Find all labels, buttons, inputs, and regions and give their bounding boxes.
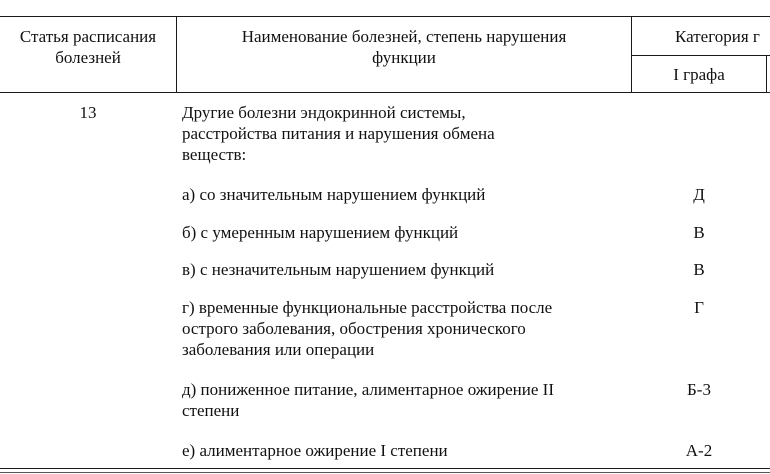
item-text-line: острого заболевания, обострения хронического (182, 319, 526, 338)
title-line: Другие болезни эндокринной системы, (182, 103, 466, 122)
header-graph1-column: I графа (673, 65, 725, 84)
item-text-line: а) со значительным нарушением функций (182, 185, 486, 204)
list-item (182, 379, 554, 421)
list-item (182, 297, 552, 360)
item-text-line: д) пониженное питание, алиментарное ожирение II (182, 380, 554, 399)
column-divider-3 (766, 55, 767, 93)
item-category: А-2 (685, 441, 713, 460)
header-bottom-border (0, 92, 770, 93)
title-line: веществ: (182, 145, 247, 164)
item-category: В (693, 260, 705, 279)
item-text-line: в) с незначительным нарушением функций (182, 260, 495, 279)
table-bottom-border (0, 468, 770, 469)
page-edge-line (0, 472, 770, 473)
list-item (182, 222, 458, 243)
title-line: расстройства питания и нарушения обмена (182, 124, 495, 143)
header-name-line: Наименование болезней, степень нарушения (241, 27, 567, 46)
item-text-line: г) временные функциональные расстройства после (182, 298, 553, 317)
item-category: Г (694, 298, 704, 317)
item-category: Б-3 (687, 380, 711, 399)
item-text-line: б) с умеренным нарушением функций (182, 223, 459, 242)
header-name-column (177, 26, 631, 68)
category-subheader-border (631, 55, 770, 56)
item-text-line: е) алиментарное ожирение I степени (182, 441, 448, 460)
header-name-line: функции (372, 48, 436, 67)
header-article-line: Статья расписания (19, 27, 157, 46)
article-number: 13 (79, 103, 97, 122)
item-text-line: заболевания или операции (182, 340, 375, 359)
list-item (182, 259, 494, 280)
header-article-line: болезней (55, 48, 121, 67)
list-item (182, 184, 485, 205)
item-text-line: степени (182, 401, 240, 420)
disease-group-title (182, 102, 495, 165)
list-item (182, 440, 448, 461)
table-top-border (0, 16, 770, 17)
item-category: Д (693, 185, 705, 204)
item-category: В (693, 223, 705, 242)
header-article-column (0, 26, 176, 68)
header-category-column: Категория г (675, 27, 760, 46)
